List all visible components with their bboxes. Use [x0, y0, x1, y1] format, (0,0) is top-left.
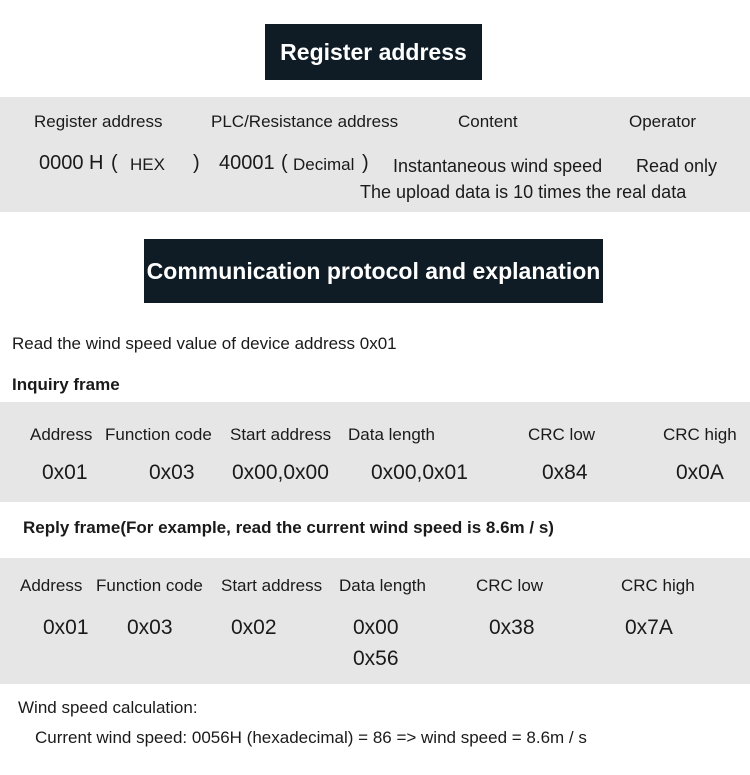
inquiry-header-crc-high: CRC high — [663, 425, 737, 444]
reply-header-function-code: Function code — [96, 576, 203, 595]
inquiry-header-data-length: Data length — [348, 425, 435, 444]
inquiry-table — [0, 402, 750, 502]
protocol-banner: Communication protocol and explanation — [144, 239, 603, 303]
inquiry-header-start-address: Start address — [230, 425, 332, 444]
calc-title: Wind speed calculation: — [18, 698, 198, 717]
intro-text: Read the wind speed value of device address 0x01 — [12, 334, 397, 353]
reply-value-crc-low: 0x38 — [489, 616, 535, 639]
plc-paren-close: ) — [362, 152, 369, 174]
plc-value: 40001 — [219, 152, 275, 174]
reply-header-start-address: Start address — [221, 576, 323, 595]
register-value: 0000 H — [39, 152, 104, 174]
reply-header-crc-low: CRC low — [476, 576, 544, 595]
header-operator: Operator — [629, 112, 697, 131]
reply-value-start-address: 0x02 — [231, 616, 277, 639]
inquiry-header-address: Address — [30, 425, 93, 444]
header-register-address: Register address — [34, 112, 163, 131]
inquiry-value-data-length: 0x00,0x01 — [371, 461, 468, 484]
reply-value-data-length-2: 0x56 — [353, 647, 399, 670]
inquiry-value-start-address: 0x00,0x00 — [232, 461, 329, 484]
reply-value-data-length: 0x00 — [353, 616, 399, 639]
reply-header-data-length: Data length — [339, 576, 426, 595]
content-value: Instantaneous wind speed — [393, 156, 603, 176]
reply-value-crc-high: 0x7A — [625, 616, 673, 639]
plc-paren-open: ( — [281, 152, 288, 174]
reply-header-crc-high: CRC high — [621, 576, 695, 595]
reply-header-address: Address — [20, 576, 83, 595]
inquiry-header-function-code: Function code — [105, 425, 212, 444]
inquiry-value-crc-low: 0x84 — [542, 461, 588, 484]
calc-line: Current wind speed: 0056H (hexadecimal) = 86 => wind speed = 8.6m / s — [35, 728, 587, 747]
inquiry-value-function-code: 0x03 — [149, 461, 195, 484]
reply-value-function-code: 0x03 — [127, 616, 173, 639]
paren-open: ( — [111, 152, 118, 174]
inquiry-value-address: 0x01 — [42, 461, 88, 484]
paren-close: ) — [193, 152, 200, 174]
hex-label: HEX — [130, 155, 165, 174]
register-address-banner: Register address — [265, 24, 482, 80]
decimal-label: Decimal — [293, 155, 355, 174]
operator-value: Read only — [636, 156, 718, 176]
reply-value-address: 0x01 — [43, 616, 89, 639]
upload-note: The upload data is 10 times the real data — [360, 182, 687, 202]
inquiry-frame-title: Inquiry frame — [12, 375, 120, 394]
inquiry-value-crc-high: 0x0A — [676, 461, 724, 484]
inquiry-header-crc-low: CRC low — [528, 425, 596, 444]
header-content: Content — [458, 112, 518, 131]
reply-frame-title: Reply frame(For example, read the current wind speed is 8.6m / s) — [23, 518, 554, 537]
header-plc-address: PLC/Resistance address — [211, 112, 399, 131]
